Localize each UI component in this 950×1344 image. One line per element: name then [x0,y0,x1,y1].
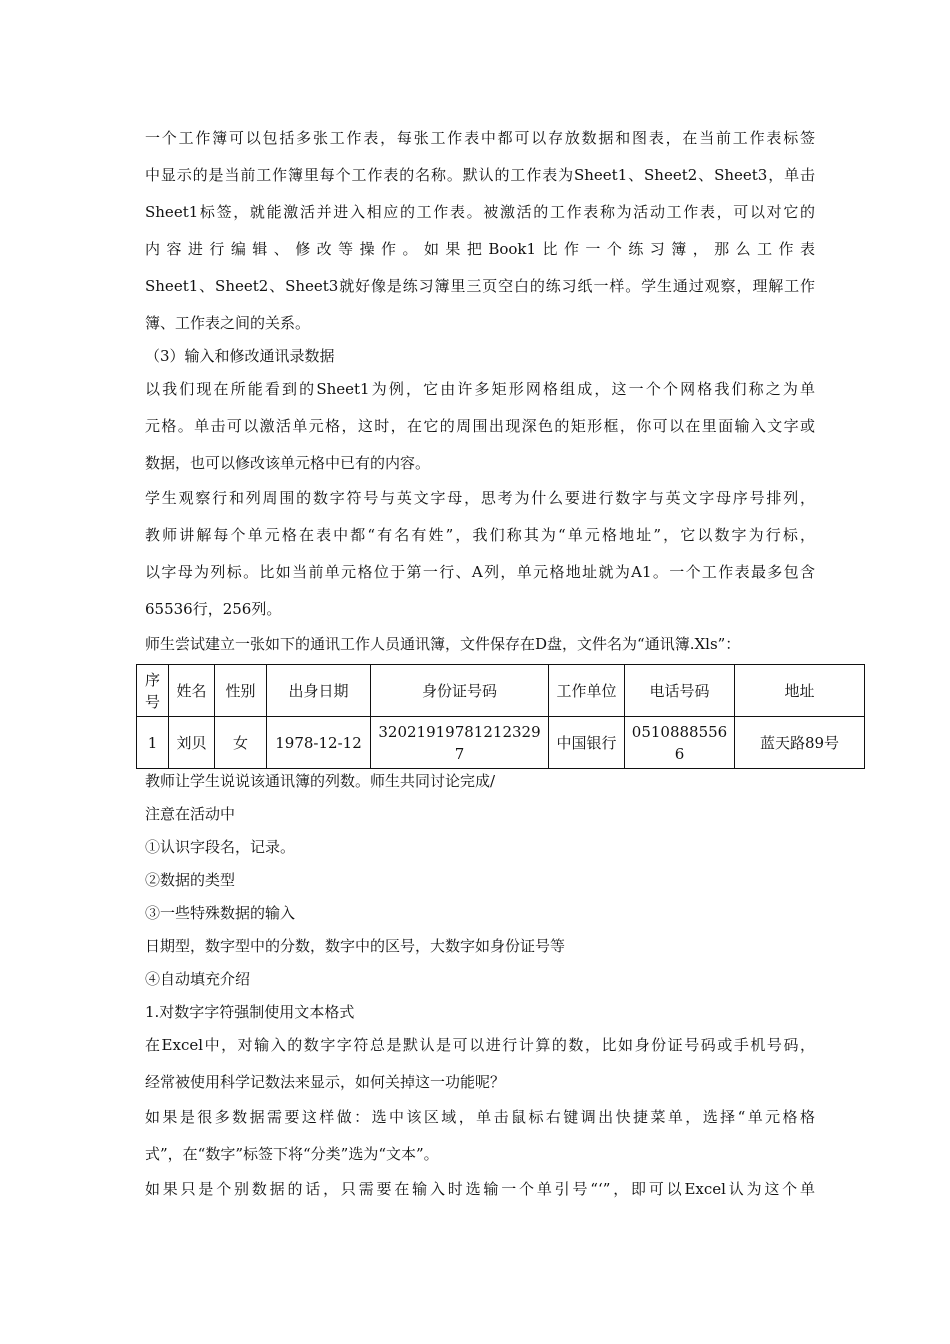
table-cell: 1978-12-12 [267,717,371,769]
section-heading: （3）输入和修改通讯录数据 [145,347,335,365]
header-cell: 性别 [215,665,267,717]
paragraph-line: 师生尝试建立一张如下的通讯工作人员通讯簿，文件保存在D盘，文件名为“通讯簿.Xls”： [145,635,741,653]
paragraph-line: 以我们现在所能看到的Sheet1为例，它由许多矩形网格组成，这一个个网格我们称之为单 [145,380,815,398]
header-cell: 电话号码 [625,665,735,717]
list-item: ③一些特殊数据的输入 [145,904,296,922]
paragraph-line: Sheet1标签，就能激活并进入相应的工作表。被激活的工作表称为活动工作表，可以对它的 [145,203,815,221]
paragraph-line: 日期型，数字型中的分数，数字中的区号，大数字如身份证号等 [145,937,566,955]
table-cell: 刘贝 [169,717,215,769]
paragraph-line: 中显示的是当前工作簿里每个工作表的名称。默认的工作表为Sheet1、Sheet2、Sheet3，单击 [145,166,815,184]
paragraph-line: 教师讲解每个单元格在表中都“有名有姓”，我们称其为“单元格地址”，它以数字为行标， [145,526,815,544]
table-cell: 05108885566 [625,717,735,769]
header-cell: 出身日期 [267,665,371,717]
paragraph-line: 注意在活动中 [145,805,236,823]
table-cell: 1 [137,717,169,769]
paragraph-line: 式”，在“数字”标签下将“分类”选为“文本”。 [145,1145,439,1163]
paragraph-line: 在Excel中，对输入的数字字符总是默认是可以进行计算的数，比如身份证号码或手机号码， [145,1036,815,1054]
list-item: ②数据的类型 [145,871,236,889]
paragraph-line: 元格。单击可以激活单元格，这时，在它的周围出现深色的矩形框，你可以在里面输入文字或 [145,417,815,435]
paragraph-line: 教师让学生说说该通讯簿的列数。师生共同讨论完成/ [145,772,496,790]
paragraph-line: 簿、工作表之间的关系。 [145,314,311,332]
list-item: ④自动填充介绍 [145,970,251,988]
table-cell: 女 [215,717,267,769]
paragraph-line: 内容进行编辑、修改等操作。如果把Book1比作一个练习簿，那么工作表 [145,240,815,258]
paragraph-line: 数据，也可以修改该单元格中已有的内容。 [145,454,431,472]
paragraph-line: 65536行，256列。 [145,600,282,618]
section-heading: 1.对数字字符强制使用文本格式 [145,1003,355,1021]
contact-table [136,664,865,769]
paragraph-line: 学生观察行和列周围的数字符号与英文字母，思考为什么要进行数字与英文字母序号排列， [145,489,815,507]
paragraph-line: 如果只是个别数据的话，只需要在输入时选输一个单引号“‘”，即可以Excel认为这个单 [145,1180,815,1198]
header-cell: 序号 [137,665,169,717]
paragraph-line: 如果是很多数据需要这样做：选中该区域，单击鼠标右键调出快捷菜单，选择“单元格格 [145,1108,815,1126]
header-cell: 工作单位 [549,665,625,717]
paragraph-line: 一个工作簿可以包括多张工作表，每张工作表中都可以存放数据和图表，在当前工作表标签 [145,129,815,147]
paragraph-line: 经常被使用科学记数法来显示，如何关掉这一功能呢？ [145,1073,506,1091]
paragraph-line: 以字母为列标。比如当前单元格位于第一行、A列，单元格地址就为A1。一个工作表最多包含 [145,563,815,581]
paragraph-line: Sheet1、Sheet2、Sheet3就好像是练习簿里三页空白的练习纸一样。学生通过观察，理解工作 [145,277,815,295]
table-row [137,717,865,769]
table-header-row [137,665,865,717]
header-cell: 地址 [735,665,865,717]
table-cell: 蓝天路89号 [735,717,865,769]
table-cell: 320219197812123297 [371,717,549,769]
header-cell: 姓名 [169,665,215,717]
table-cell: 中国银行 [549,717,625,769]
list-item: ①认识字段名，记录。 [145,838,296,856]
header-cell: 身份证号码 [371,665,549,717]
